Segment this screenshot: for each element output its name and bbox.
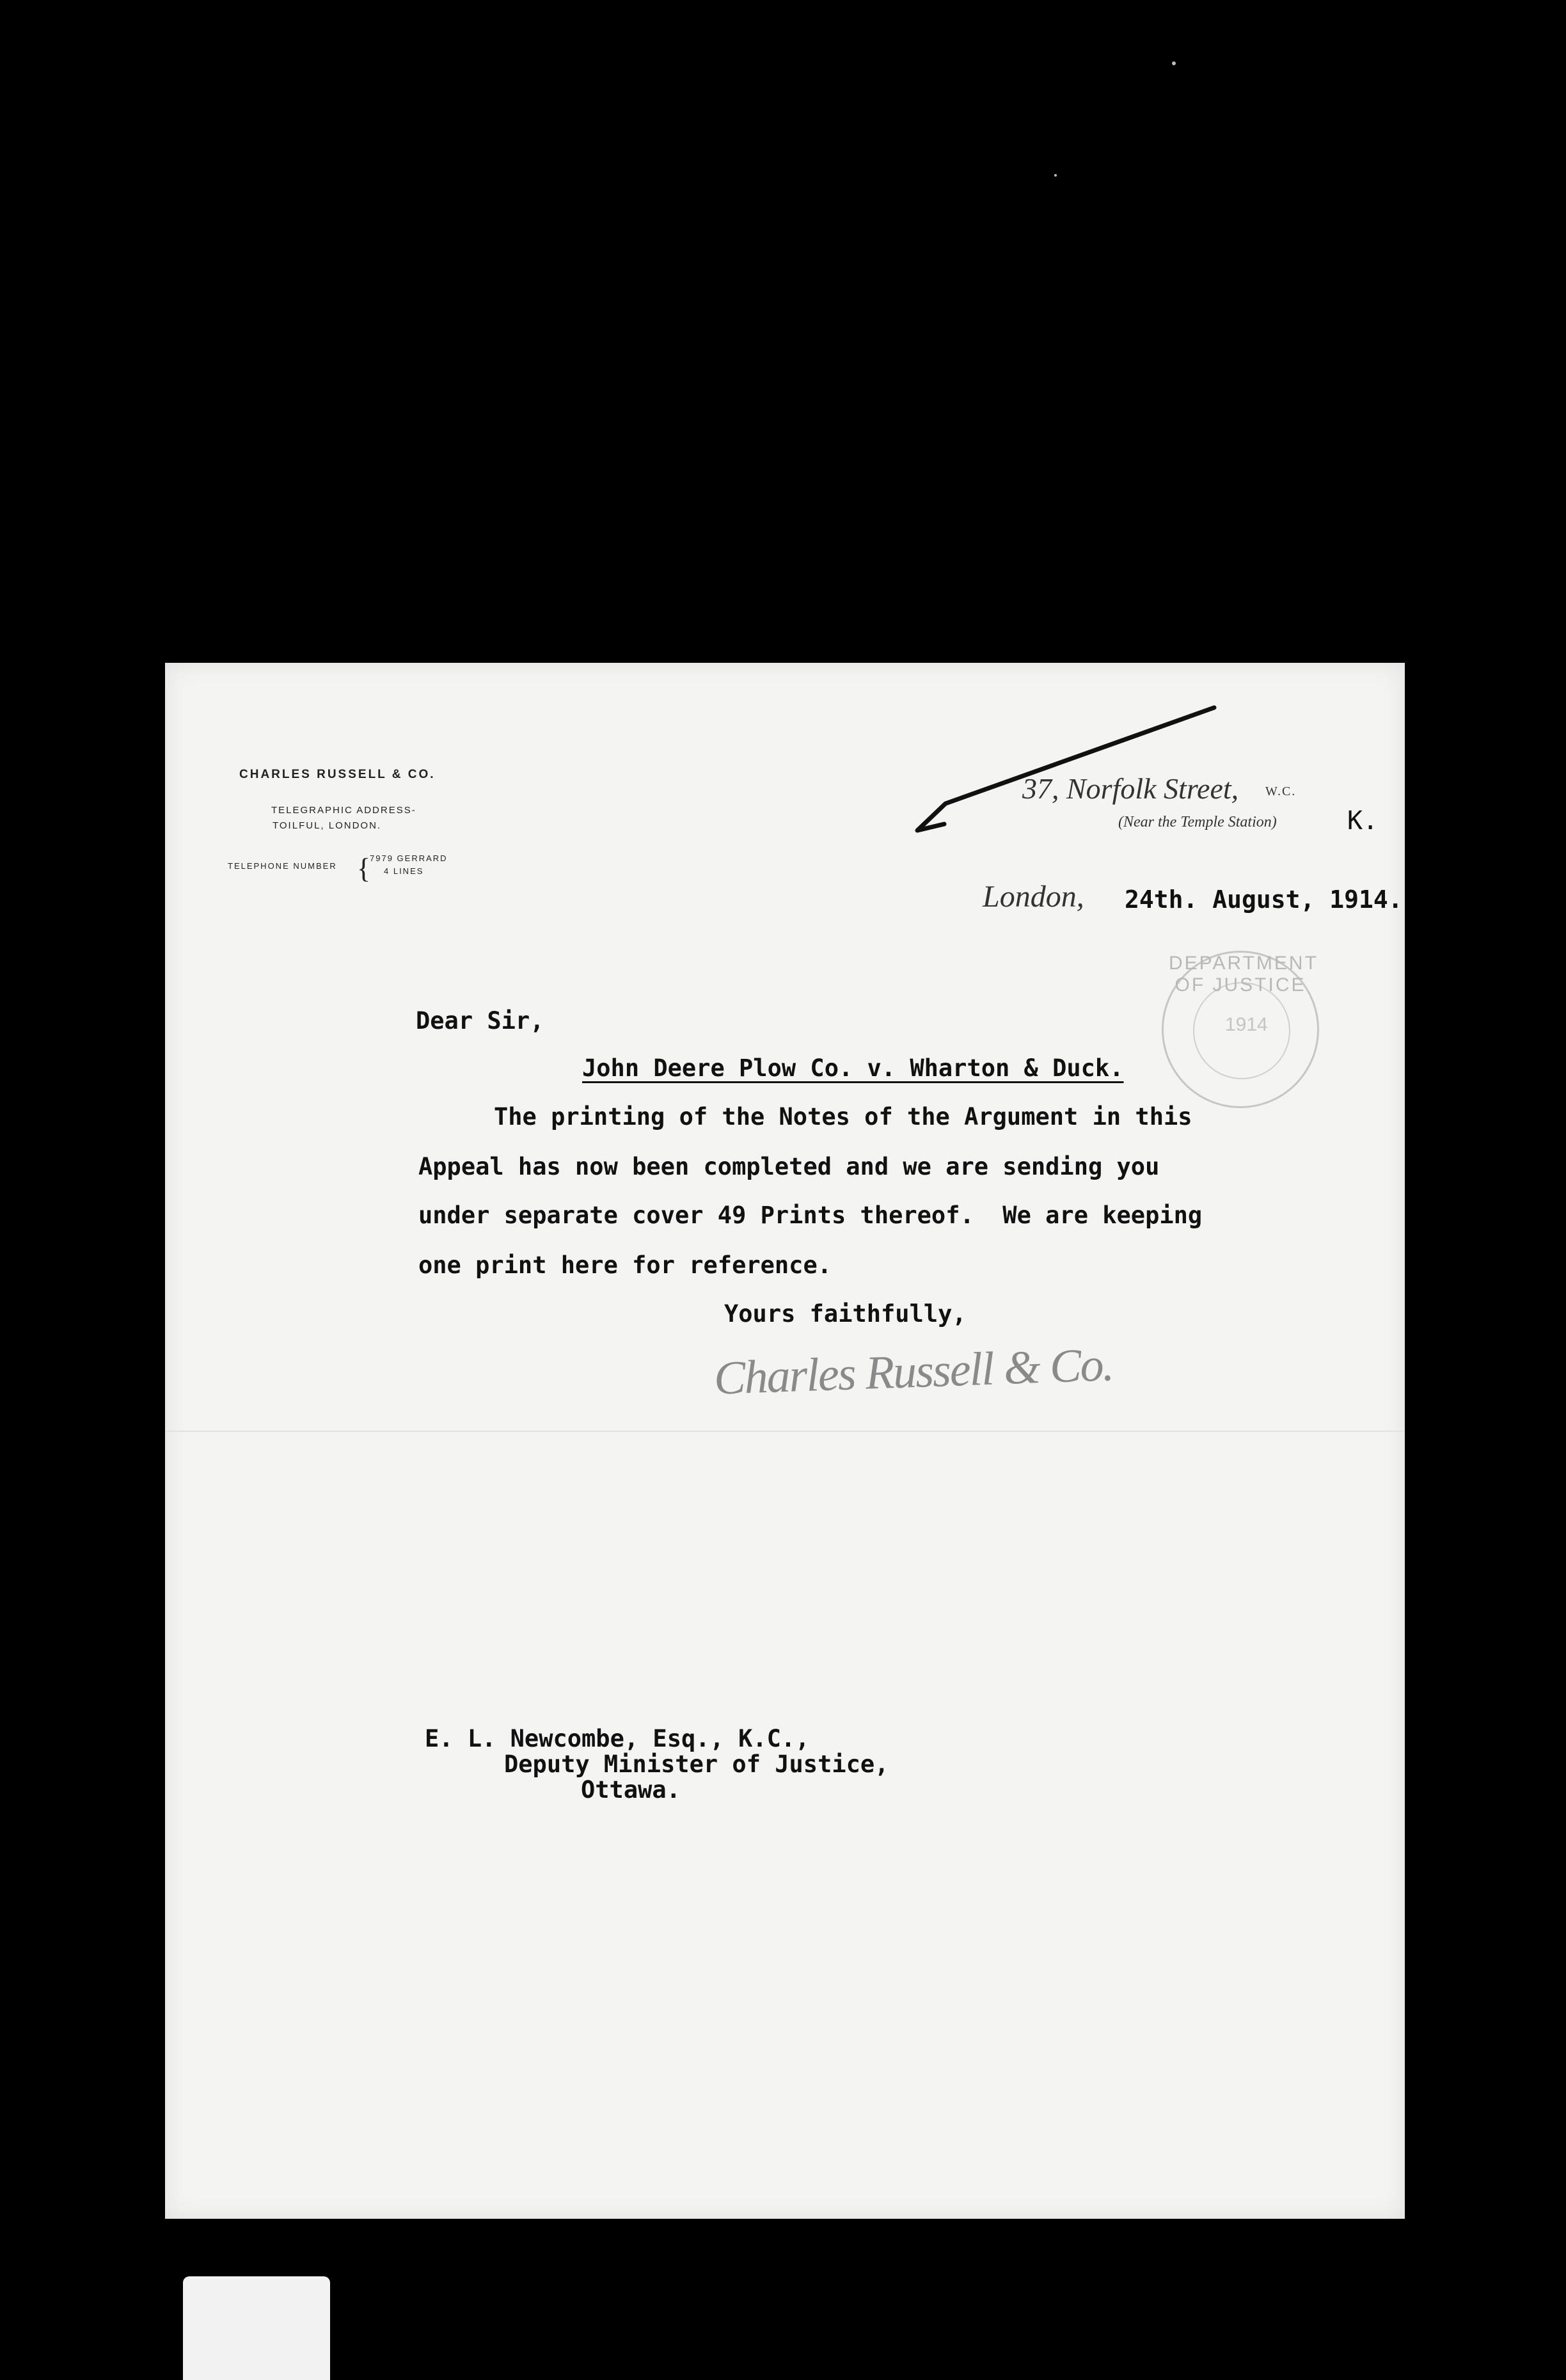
stamp-date: 1914 [1225, 1014, 1268, 1035]
stamp-text: DEPARTMENT OF JUSTICE [1169, 953, 1318, 996]
body-line: The printing of the Notes of the Argument in this [494, 1103, 1192, 1130]
recipient-title: Deputy Minister of Justice, [504, 1750, 889, 1778]
letterhead-address: 37, Norfolk Street, [1022, 772, 1239, 805]
dust-speck [1172, 61, 1176, 65]
archive-tab [183, 2276, 330, 2380]
dust-speck [1054, 174, 1057, 177]
telephone-label: TELEPHONE NUMBER [228, 861, 337, 871]
pencil-check-mark [773, 682, 1348, 836]
telephone-number: 7979 GERRARD [370, 853, 448, 863]
letter-sheet [165, 663, 1405, 2219]
case-reference: John Deere Plow Co. v. Wharton & Duck. [582, 1054, 1124, 1082]
body-line: Appeal has now been completed and we are sending you [418, 1153, 1160, 1180]
salutation: Dear Sir, [416, 1007, 544, 1035]
received-stamp [1162, 951, 1319, 1108]
recipient-name: E. L. Newcombe, Esq., K.C., [425, 1725, 810, 1752]
letterhead-firm-name: CHARLES RUSSELL & CO. [239, 768, 436, 781]
letter-date: 24th. August, 1914. [1125, 885, 1403, 914]
address-note: (Near the Temple Station) [1118, 814, 1277, 830]
recipient-city: Ottawa. [581, 1776, 681, 1804]
letterhead-city: London, [983, 880, 1084, 914]
paper-fold-line [165, 1431, 1405, 1432]
reference-mark: K. [1347, 806, 1379, 836]
telephone-brace: { [357, 853, 372, 884]
closing: Yours faithfully, [724, 1300, 967, 1328]
body-line: under separate cover 49 Prints thereof. We are keeping [418, 1202, 1203, 1229]
telegraphic-address-label: TELEGRAPHIC ADDRESS- [271, 805, 416, 816]
telephone-lines: 4 LINES [384, 866, 424, 876]
address-postal-district: W.C. [1265, 784, 1297, 798]
body-line: one print here for reference. [418, 1251, 832, 1279]
handwritten-signature: Charles Russell & Co. [713, 1338, 1114, 1405]
telegraphic-address-value: TOILFUL, LONDON. [273, 820, 382, 831]
